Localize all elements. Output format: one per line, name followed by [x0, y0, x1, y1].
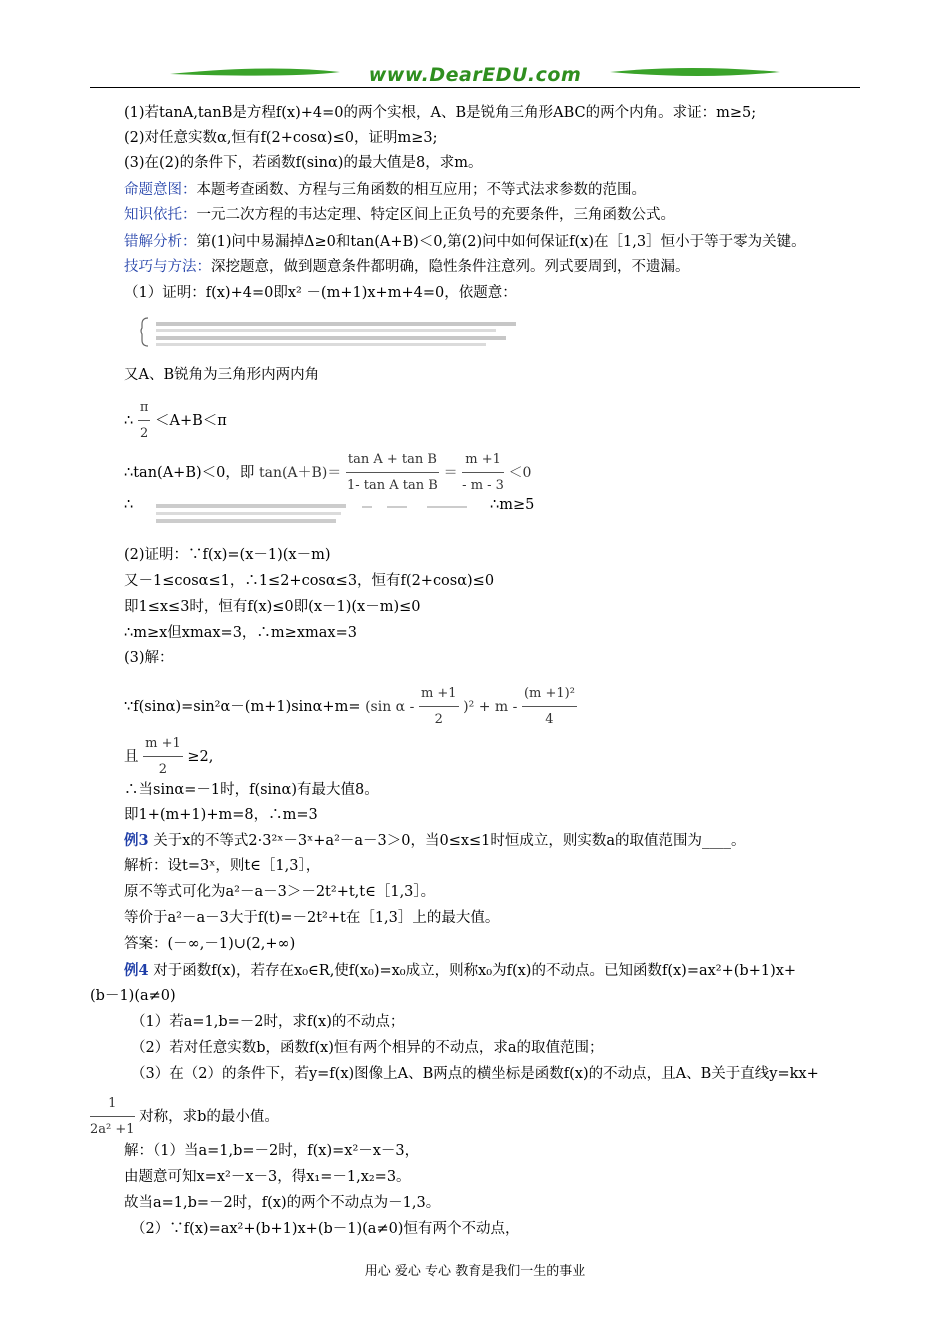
text-line: 错解分析：第(1)问中易漏掉Δ≥0和tan(A+B)＜0,第(2)问中如何保证f(x)在［1,3］恒小于等于零为关键。 [124, 234, 806, 250]
text-line: ∴当sinα=－1时，f(sinα)有最大值8。 [124, 782, 379, 798]
text-line: 即1≤x≤3时，恒有f(x)≤0即(x－1)(x－m)≤0 [124, 599, 421, 615]
text-line: 命题意图：本题考查函数、方程与三角函数的相互应用；不等式法求参数的范围。 [124, 182, 646, 198]
text-line: $\frac{1}{\text{2a² +1}}$ 对称，求b的最小值。 [90, 1096, 279, 1137]
fraction-pi-over-2: $\frac{\pi}{2}$ [139, 400, 149, 441]
example-4-label: 例4 [124, 962, 149, 979]
text-line: 知识依托：一元二次方程的韦达定理、特定区间上正负号的充要条件，三角函数公式。 [124, 207, 675, 223]
text-line: 原不等式可化为a²－a－3＞－2t²+t,t∈［1,3］。 [124, 884, 436, 900]
text-line: （3）在（2）的条件下，若y=f(x)图像上A、B两点的横坐标是函数f(x)的不动点，且A、B关于直线y=kx+ [131, 1066, 819, 1082]
text-line: ∴tan(A+B)＜0，即 tan(A＋B)＝ $\frac{\text{tan A + tan B}}{\text{1- tan A tan B}}$ ＝ $\frac{m +1}{- m - 3}$ ＜0 [124, 452, 532, 493]
text-line: 解：（1）当a=1,b=－2时，f(x)=x²－x－3， [124, 1143, 420, 1159]
text-line: 等价于a²－a－3大于f(t)=－2t²+t在［1,3］上的最大值。 [124, 910, 500, 926]
text-line: （2）∵f(x)=ax²+(b+1)x+(b－1)(a≠0)恒有两个不动点， [131, 1221, 520, 1237]
text-line: ∴m≥x但xmax=3，∴m≥xmax=3 [124, 625, 357, 641]
text-line: 即1+(m+1)+m=8，∴m=3 [124, 807, 318, 823]
header-rule [90, 87, 860, 88]
text-line: （1）若a=1,b=－2时，求f(x)的不动点； [131, 1014, 405, 1030]
text-line: （2）若对任意实数b，函数f(x)恒有两个相异的不动点，求a的取值范围； [131, 1040, 604, 1056]
label-method: 技巧与方法： [124, 259, 211, 275]
label-intent: 命题意图： [124, 182, 197, 198]
site-logo-text: www.DearEDU.com [368, 64, 582, 86]
text-line: (3)解： [124, 650, 174, 666]
text-line: ∴ [124, 497, 134, 513]
text-line: 且 $\frac{m +1}{2}$ ≥2, [124, 736, 214, 777]
page-header [90, 62, 860, 92]
text-line: 解析：设t=3ˣ，则t∈［1,3］， [124, 858, 321, 874]
text-line: (b－1)(a≠0) [90, 988, 176, 1004]
example-3-label: 例3 [124, 832, 149, 849]
text-line: 又－1≤cosα≤1，∴1≤2+cosα≤3，恒有f(2+cosα)≤0 [124, 573, 495, 589]
text-line: 故当a=1,b=－2时，f(x)的两个不动点为－1,3。 [124, 1195, 441, 1211]
text-line: (1)若tanA,tanB是方程f(x)+4=0的两个实根，A、B是锐角三角形ABC的两个内角。求证：m≥5; [124, 105, 757, 121]
text-line: 由题意可知x=x²－x－3，得x₁=－1,x₂=3。 [124, 1169, 411, 1185]
text-line: ∴m≥5 [490, 497, 535, 513]
label-knowledge: 知识依托： [124, 207, 197, 223]
text-line: ∵f(sinα)=sin²α－(m+1)sinα+m= (sin α - $\frac{m +1}{2}$ )² + m - $\frac{\text{(m +1)²}}{4}$ [124, 686, 575, 727]
page-footer: 用心 爱心 专心 教育是我们一生的事业 [364, 1264, 586, 1279]
text-line: 例3 关于x的不等式2·3²ˣ－3ˣ+a²－a－3＞0，当0≤x≤1时恒成立，则实数a的取值范围为____。 [124, 832, 746, 849]
label-error: 错解分析： [124, 234, 197, 250]
text-line: 又A、B锐角为三角形内两内角 [124, 367, 320, 383]
blurred-condition-system [140, 314, 530, 350]
text-line: 技巧与方法：深挖题意，做到题意条件都明确，隐性条件注意列。列式要周到，不遗漏。 [124, 259, 690, 275]
blurred-formula [152, 500, 492, 530]
text-line: （1）证明：f(x)+4=0即x² －(m+1)x+m+4=0，依题意： [124, 285, 517, 301]
text-line: (3)在(2)的条件下，若函数f(sinα)的最大值是8，求m。 [124, 155, 483, 171]
text-line: (2)证明：∵f(x)=(x－1)(x－m) [124, 547, 331, 563]
text-line: ∴ $\frac{\pi}{2}$ ＜A+B＜π [124, 398, 227, 444]
text-line: 答案：(－∞,－1)∪(2,+∞) [124, 936, 296, 952]
text-line: (2)对任意实数α,恒有f(2+cosα)≤0，证明m≥3; [124, 130, 438, 146]
text-line: 例4 对于函数f(x)，若存在x₀∈R,使f(x₀)=x₀成立，则称x₀为f(x)的不动点。已知函数f(x)=ax²+(b+1)x+ [124, 962, 797, 979]
